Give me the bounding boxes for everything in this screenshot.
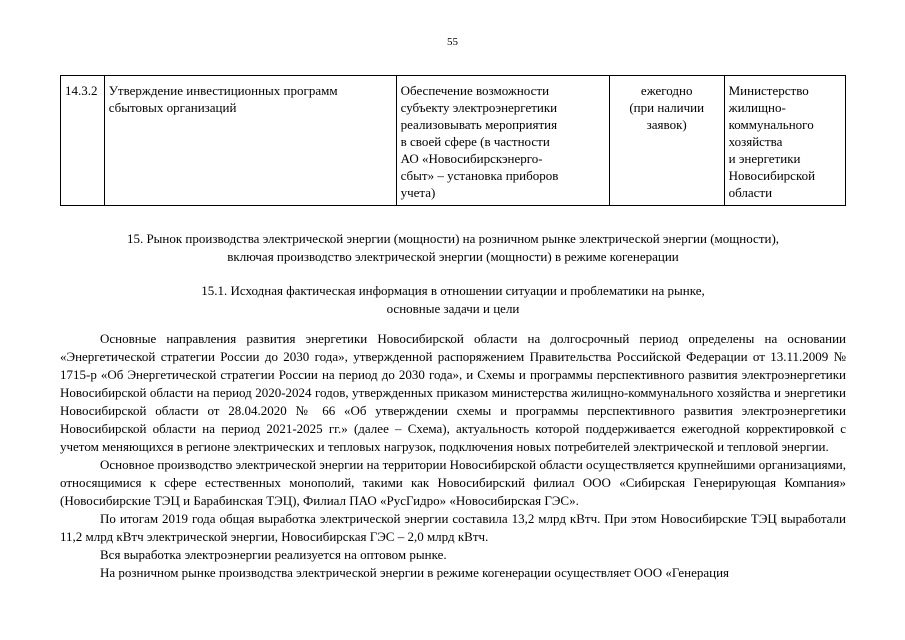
paragraph: Основные направления развития энергетики Новосибирской области на долгосрочный период определены на основании «Энергетической стратегии России до 2030 года», утвержденной распоряжением Правительства Российской Федерации от 13.11.2009 № 1715-р «Об Энергетической стратегии России на период до 2030 года», и Схемы и программы перспективного развития электроэнергетики Новосибирской области на период 2020-2024 годов, утвержденных приказом министерства жилищно-коммунального хозяйства и энергетики Новосибирской области от 28.04.2020 № 66 «Об утверждении схемы и программы перспективного развития электроэнергетики Новосибирской области на период 2021-2025 гг.» (далее – Схема), актуальность которой поддерживается ежегодной корректировкой с учетом меняющихся в регионе электрических и тепловых нагрузок, подключения новых потребителей электрической и тепловой энергии. [60, 331, 846, 454]
measure-responsible-cell: Министерство жилищно- коммунального хозяйства и энергетики Новосибирской области [724, 76, 845, 206]
paragraph: Основное производство электрической энергии на территории Новосибирской области осуществляется крупнейшими организациями, относящимися к сфере естественных монополий, такими как Новосибирский филиал ООО «Сибирская Генерирующая Компания» (Новосибирские ТЭЦ и Барабинская ТЭЦ), Филиал ПАО «РусГидро» «Новосибирская ГЭС». [60, 457, 847, 508]
measure-period-cell: ежегодно (при наличии заявок) [609, 76, 724, 206]
measures-table [60, 75, 846, 206]
paragraph: По итогам 2019 года общая выработка электрической энергии составила 13,2 млрд кВтч. При этом Новосибирские ТЭЦ выработали 11,2 млрд кВтч электрической энергии, Новосибирская ГЭС – 2,0 млрд кВтч. [60, 511, 846, 544]
measure-name-cell: Утверждение инвестиционных программ сбытовых организаций [104, 76, 396, 206]
measure-goal-cell: Обеспечение возможности субъекту электроэнергетики реализовывать мероприятия в своей сфере (в частности АО «Новосибирскэнерго- сбыт» – установка приборов учета) [396, 76, 609, 206]
paragraph: Вся выработка электроэнергии реализуется на оптовом рынке. [100, 547, 447, 562]
subsection-title: 15.1. Исходная фактическая информация в отношении ситуации и проблематики на рынке, основные задачи и цели [201, 283, 705, 316]
body-text [60, 330, 846, 582]
measure-number-cell: 14.3.2 [61, 76, 105, 206]
page-number: 55 [447, 36, 458, 48]
table-row [61, 76, 846, 206]
paragraph: На розничном рынке производства электрической энергии в режиме когенерации осуществляет ООО «Генерация [100, 565, 730, 580]
section-title: 15. Рынок производства электрической энергии (мощности) на розничном рынке электрической энергии (мощности), включая производство электрической энергии (мощности) в режиме когенерации [126, 231, 780, 264]
